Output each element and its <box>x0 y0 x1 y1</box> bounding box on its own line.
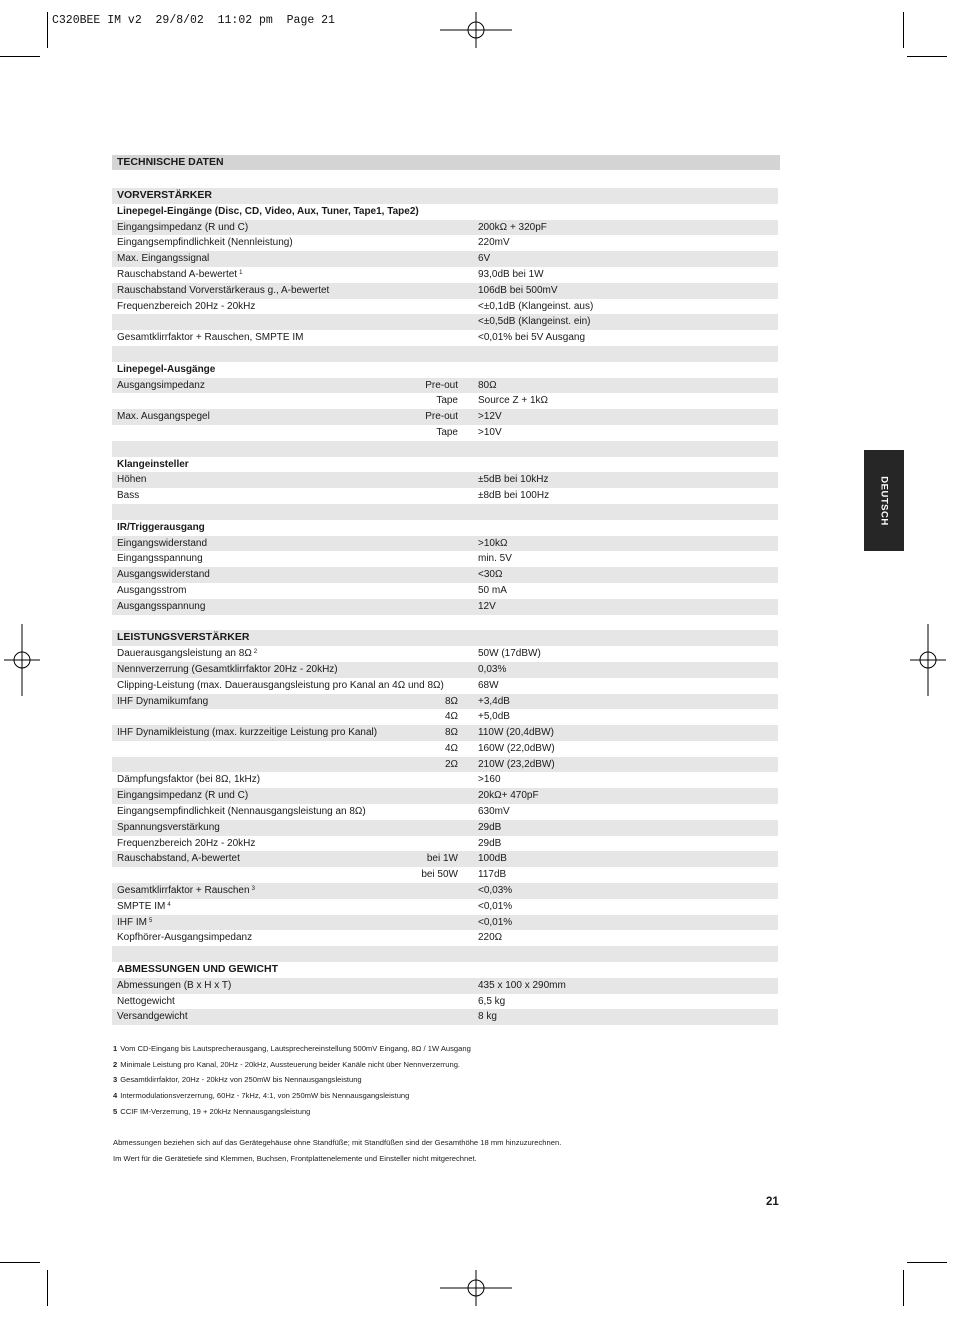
registration-mark-right <box>910 624 946 696</box>
footnotes <box>113 1041 471 1119</box>
spec-row <box>112 709 778 725</box>
spec-value: 220Ω <box>478 932 503 944</box>
spec-value: <0,01% bei 5V Ausgang <box>478 332 586 344</box>
footnote <box>113 1041 471 1057</box>
spec-value: 50W (17dBW) <box>478 648 541 660</box>
spec-value: <±0,1dB (Klangeinst. aus) <box>478 300 594 312</box>
spec-label: IR/Triggerausgang <box>117 521 205 533</box>
spec-value: <0,01% <box>478 900 513 912</box>
spec-row <box>112 978 778 994</box>
spec-row <box>112 915 778 931</box>
spec-row <box>112 472 778 488</box>
footnote-number: 5 <box>113 1106 118 1116</box>
spec-label: Dämpfungsfaktor (bei 8Ω, 1kHz) <box>117 774 261 786</box>
spec-row <box>112 314 778 330</box>
footnote-text: Intermodulationsverzerrung, 60Hz - 7kHz, 4:1, von 250mW bis Nennausgangsleistung <box>120 1091 410 1101</box>
spec-group-heading <box>112 630 778 646</box>
crop-mark <box>47 12 48 48</box>
spec-condition: Pre-out <box>425 379 458 391</box>
spec-condition: bei 1W <box>426 853 458 865</box>
spec-row <box>112 867 778 883</box>
spec-value: <0,01% <box>478 916 513 928</box>
footnote-ref: 5 <box>149 917 153 924</box>
spec-value: 117dB <box>478 869 507 881</box>
footnote-ref: 4 <box>167 901 171 908</box>
section-title: TECHNISCHE DATEN <box>112 155 780 170</box>
spec-value: 80Ω <box>478 379 497 391</box>
spec-label: Linepegel-Ausgänge <box>117 363 216 375</box>
spec-subheading <box>112 204 778 220</box>
spec-row <box>112 409 778 425</box>
spec-label: Abmessungen (B x H x T) <box>117 979 232 991</box>
spec-label: Klangeinsteller <box>117 458 189 470</box>
spec-condition: Tape <box>436 426 458 438</box>
spec-row <box>112 583 778 599</box>
spec-label: Eingangsspannung <box>117 553 203 565</box>
spec-value: 435 x 100 x 290mm <box>478 979 566 991</box>
spec-label: Dauerausgangsleistung an 8Ω $^2$ <box>117 648 258 660</box>
spec-row <box>112 599 778 615</box>
crop-mark <box>0 56 40 57</box>
spec-table <box>112 188 778 1025</box>
spec-value: 6,5 kg <box>478 995 506 1007</box>
spec-value: +5,0dB <box>478 711 510 723</box>
footnote-text: CCIF IM-Verzerrung, 19 + 20kHz Nennausgangsleistung <box>120 1106 311 1116</box>
spec-label: Nettogewicht <box>117 995 175 1007</box>
language-tab-label: DEUTSCH <box>878 475 890 526</box>
crop-mark <box>47 1270 48 1306</box>
spec-group-heading <box>112 188 778 204</box>
spec-row <box>112 788 778 804</box>
footnote-text: Gesamtklirrfaktor, 20Hz - 20kHz von 250mW bis Nennausgangsleistung <box>120 1075 362 1085</box>
spec-row <box>112 299 778 315</box>
spec-row <box>112 551 778 567</box>
spec-condition: Tape <box>436 395 458 407</box>
spec-value: 6V <box>478 253 491 265</box>
spec-row <box>112 994 778 1010</box>
note-text: Abmessungen beziehen sich auf das Gerätegehäuse ohne Standfüße; mit Standfüßen sind der Gesamthöhe 18 mm hinzuzurechnen. <box>113 1138 562 1147</box>
spec-row <box>112 251 778 267</box>
spec-label: Rauschabstand A-bewertet $^1$ <box>117 268 243 280</box>
spec-value: >10kΩ <box>478 537 508 549</box>
spec-row <box>112 946 778 962</box>
footnote-number: 4 <box>113 1091 118 1101</box>
spec-row <box>112 567 778 583</box>
spec-value: Source Z + 1kΩ <box>478 395 549 407</box>
spec-condition: 8Ω <box>444 695 458 707</box>
spec-row <box>112 267 778 283</box>
footnote <box>113 1057 471 1073</box>
spec-subheading <box>112 362 778 378</box>
spec-label: Max. Ausgangspegel <box>117 411 210 423</box>
spec-row <box>112 678 778 694</box>
spec-row <box>112 1009 778 1025</box>
registration-mark-bottom <box>440 1270 512 1306</box>
spec-row <box>112 741 778 757</box>
spec-subheading <box>112 520 778 536</box>
spec-label: IHF Dynamikumfang <box>117 695 209 707</box>
spec-row <box>112 425 778 441</box>
spec-label: Bass <box>117 490 140 502</box>
spec-row <box>112 504 778 520</box>
spec-label: Eingangswiderstand <box>117 537 208 549</box>
spec-row <box>112 283 778 299</box>
spec-value: min. 5V <box>478 553 512 565</box>
spec-value: 220mV <box>478 237 510 249</box>
crop-mark <box>903 1270 904 1306</box>
spec-condition: Pre-out <box>425 411 458 423</box>
spec-label: LEISTUNGSVERSTÄRKER <box>117 631 250 644</box>
spec-value: 29dB <box>478 821 502 833</box>
footnote <box>113 1104 471 1120</box>
spec-value: +3,4dB <box>478 695 510 707</box>
spec-row <box>112 694 778 710</box>
spec-row <box>112 615 778 631</box>
spec-row <box>112 488 778 504</box>
spec-value: <±0,5dB (Klangeinst. ein) <box>478 316 591 328</box>
spec-label: Clipping-Leistung (max. Dauerausgangsleistung pro Kanal an 4Ω und 8Ω) <box>117 679 444 691</box>
spec-label: Kopfhörer-Ausgangsimpedanz <box>117 932 253 944</box>
spec-value: 29dB <box>478 837 502 849</box>
spec-condition: bei 50W <box>421 869 458 881</box>
spec-value: >160 <box>478 774 501 786</box>
footnote-number: 3 <box>113 1075 118 1085</box>
spec-label: Rauschabstand, A-bewertet <box>117 853 240 865</box>
spec-label: IHF IM $^5$ <box>117 916 153 928</box>
spec-label: IHF Dynamikleistung (max. kurzzeitige Leistung pro Kanal) <box>117 727 378 739</box>
spec-row <box>112 757 778 773</box>
spec-row <box>112 441 778 457</box>
spec-row <box>112 330 778 346</box>
spec-value: 630mV <box>478 806 510 818</box>
spec-row <box>112 772 778 788</box>
notes <box>113 1135 561 1167</box>
spec-row <box>112 883 778 899</box>
spec-row <box>112 346 778 362</box>
spec-row <box>112 836 778 852</box>
spec-value: 12V <box>478 600 496 612</box>
print-slug: C320BEE IM v2 29/8/02 11:02 pm Page 21 <box>52 14 335 27</box>
crop-mark <box>0 1262 40 1263</box>
spec-row <box>112 393 778 409</box>
crop-mark <box>903 12 904 48</box>
spec-label: Ausgangsimpedanz <box>117 379 205 391</box>
spec-label: Frequenzbereich 20Hz - 20kHz <box>117 837 256 849</box>
spec-value: ±5dB bei 10kHz <box>478 474 549 486</box>
footnote-text: Minimale Leistung pro Kanal, 20Hz - 20kHz, Aussteuerung beider Kanäle nicht über Nennverzerrung. <box>120 1059 461 1069</box>
spec-value: 0,03% <box>478 663 507 675</box>
spec-value: >10V <box>478 426 502 438</box>
spec-row <box>112 820 778 836</box>
spec-group-heading <box>112 962 778 978</box>
footnote-ref: 3 <box>251 886 255 893</box>
spec-label: VORVERSTÄRKER <box>117 189 212 201</box>
spec-label: Eingangsimpedanz (R und C) <box>117 790 249 802</box>
spec-label: Ausgangsspannung <box>117 600 206 612</box>
crop-mark <box>907 1262 947 1263</box>
spec-value: 68W <box>478 679 499 691</box>
spec-label: Rauschabstand Vorverstärkeraus g., A-bewertet <box>117 284 330 296</box>
spec-label: Spannungsverstärkung <box>117 821 220 833</box>
spec-value: 200kΩ + 320pF <box>478 221 547 233</box>
spec-value: 160W (22,0dBW) <box>478 742 555 754</box>
spec-label: Ausgangsstrom <box>117 584 187 596</box>
spec-value: >12V <box>478 411 502 423</box>
spec-label: Gesamtklirrfaktor + Rauschen, SMPTE IM <box>117 332 304 344</box>
spec-condition: 2Ω <box>444 758 458 770</box>
spec-value: 210W (23,2dBW) <box>478 758 555 770</box>
page-number: 21 <box>766 1196 779 1208</box>
spec-label: Frequenzbereich 20Hz - 20kHz <box>117 300 256 312</box>
spec-row <box>112 536 778 552</box>
registration-mark-left <box>4 624 40 696</box>
spec-row <box>112 899 778 915</box>
spec-label: Eingangsempfindlichkeit (Nennleistung) <box>117 237 293 249</box>
spec-condition: 8Ω <box>444 727 458 739</box>
footnote-number: 2 <box>113 1059 118 1069</box>
registration-mark-top <box>440 12 512 48</box>
spec-subheading <box>112 457 778 473</box>
spec-value: 50 mA <box>478 584 507 596</box>
spec-value: 8 kg <box>478 1011 497 1023</box>
spec-row <box>112 930 778 946</box>
spec-value: 110W (20,4dBW) <box>478 727 554 739</box>
spec-row <box>112 235 778 251</box>
spec-row <box>112 804 778 820</box>
spec-row <box>112 646 778 662</box>
note-text: Im Wert für die Gerätetiefe sind Klemmen, Buchsen, Frontplattenelemente und Einsteller nicht mitgerechnet. <box>113 1154 477 1163</box>
spec-label: Eingangsempfindlichkeit (Nennausgangsleistung an 8Ω) <box>117 806 366 818</box>
spec-label: Gesamtklirrfaktor + Rauschen $^3$ <box>117 885 255 897</box>
spec-condition: 4Ω <box>444 742 458 754</box>
spec-label: Ausgangswiderstand <box>117 569 210 581</box>
footnote <box>113 1088 471 1104</box>
language-tab <box>864 450 904 551</box>
crop-mark <box>907 56 947 57</box>
spec-value: <30Ω <box>478 569 503 581</box>
spec-label: Versandgewicht <box>117 1011 188 1023</box>
spec-label: Eingangsimpedanz (R und C) <box>117 221 249 233</box>
footnote-ref: 2 <box>253 649 258 656</box>
spec-value: 20kΩ+ 470pF <box>478 790 539 802</box>
spec-row <box>112 220 778 236</box>
spec-value: 93,0dB bei 1W <box>478 268 544 280</box>
footnote-text: Vom CD-Eingang bis Lautsprecherausgang, Lautsprechereinstellung 500mV Eingang, 8Ω / 1W Ausgang <box>120 1044 471 1053</box>
footnote-number: 1 <box>113 1044 118 1053</box>
spec-label: Höhen <box>117 474 147 486</box>
footnote <box>113 1072 471 1088</box>
spec-label: Max. Eingangssignal <box>117 253 210 265</box>
spec-value: <0,03% <box>478 885 513 897</box>
spec-label: ABMESSUNGEN UND GEWICHT <box>117 963 279 976</box>
spec-value: 106dB bei 500mV <box>478 284 558 296</box>
spec-value: 100dB <box>478 853 507 865</box>
spec-row <box>112 378 778 394</box>
footnote-ref: 1 <box>239 269 243 276</box>
spec-label: Linepegel-Eingänge (Disc, CD, Video, Aux, Tuner, Tape1, Tape2) <box>117 205 419 217</box>
spec-label: Nennverzerrung (Gesamtklirrfaktor 20Hz - 20kHz) <box>117 663 338 675</box>
spec-value: ±8dB bei 100Hz <box>478 490 550 502</box>
spec-condition: 4Ω <box>444 711 458 723</box>
spec-row <box>112 725 778 741</box>
spec-row <box>112 662 778 678</box>
spec-label: SMPTE IM $^4$ <box>117 900 171 912</box>
spec-row <box>112 851 778 867</box>
